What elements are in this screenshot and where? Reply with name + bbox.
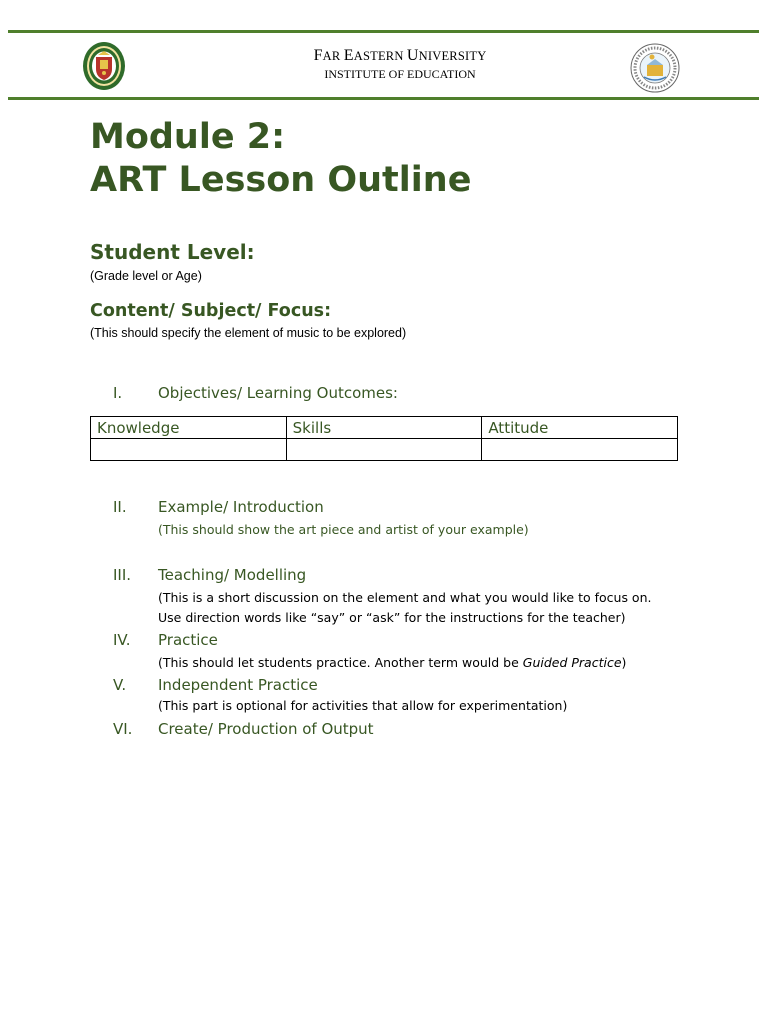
table-header-skills: Skills [286, 417, 482, 439]
section-1-number: I. [113, 384, 123, 402]
table-row [91, 439, 678, 461]
student-level-note: (Grade level or Age) [90, 269, 202, 283]
section-6-number: VI. [113, 720, 133, 738]
section-3-label: Teaching/ Modelling [158, 566, 307, 584]
content-focus-heading: Content/ Subject/ Focus: [90, 301, 332, 321]
section-5-note: (This part is optional for activities that allow for experimentation) [158, 698, 568, 713]
section-4-label: Practice [158, 631, 218, 649]
page-title [90, 116, 471, 202]
section-6-label: Create/ Production of Output [158, 720, 374, 738]
section-2-note: (This should show the art piece and artist of your example) [158, 522, 529, 537]
section-3-number: III. [113, 566, 132, 584]
content-focus-note: (This should specify the element of music to be explored) [90, 326, 407, 340]
institute-seal-icon [630, 43, 680, 93]
section-1-label: Objectives/ Learning Outcomes: [158, 384, 398, 402]
table-header-attitude: Attitude [482, 417, 678, 439]
header-top-rule [8, 30, 759, 33]
section-4-note: (This should let students practice. Another term would be Guided Practice) [158, 655, 627, 670]
header-title-block [230, 46, 570, 82]
section-4-number: IV. [113, 631, 131, 649]
section-2-label: Example/ Introduction [158, 498, 324, 516]
title-line-2: ART Lesson Outline [90, 160, 472, 200]
table-cell-skills[interactable] [286, 439, 482, 461]
table-cell-attitude[interactable] [482, 439, 678, 461]
table-header-knowledge: Knowledge [91, 417, 287, 439]
objectives-table-header-row [91, 417, 678, 439]
guided-practice-term: Guided Practice [522, 655, 622, 670]
objectives-table [90, 416, 678, 461]
header-bottom-rule [8, 97, 759, 100]
table-cell-knowledge[interactable] [91, 439, 287, 461]
section-5-number: V. [113, 676, 127, 694]
section-3-note: (This is a short discussion on the element and what you would like to focus on. Use direction words like “say” or “ask” for the instructions for the teacher) [158, 590, 652, 625]
feu-seal-icon [82, 41, 126, 91]
student-level-heading: Student Level: [90, 240, 255, 264]
university-name: FAR EASTERN UNIVERSITY [313, 47, 487, 64]
section-2-number: II. [113, 498, 127, 516]
title-line-1: Module 2: [90, 117, 286, 157]
institute-name: INSTITUTE OF EDUCATION [324, 67, 476, 81]
section-5-label: Independent Practice [158, 676, 318, 694]
